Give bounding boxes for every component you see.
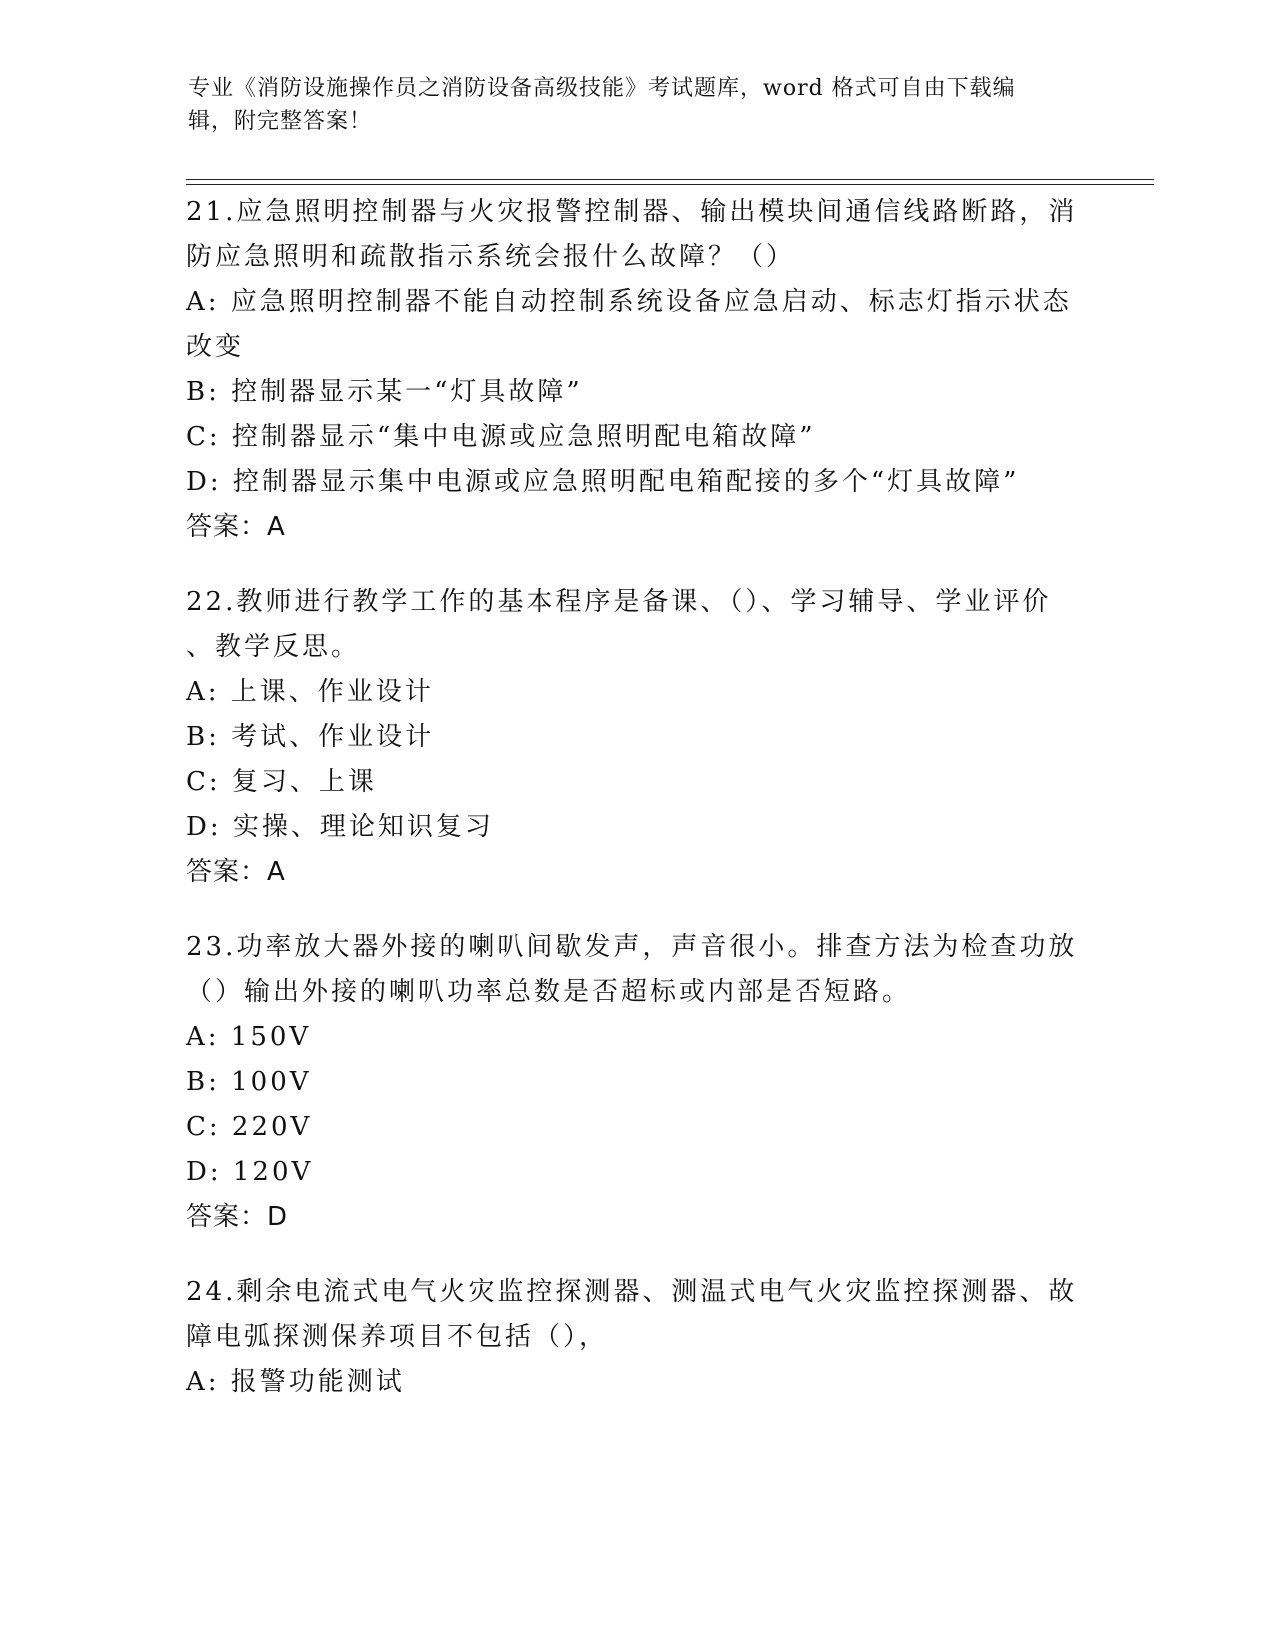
- header-divider-top: [186, 179, 1154, 180]
- answer-label: 答案：D: [186, 1202, 289, 1232]
- option-a: A: 应急照明控制器不能自动控制系统设备应急启动、标志灯指示状态: [186, 287, 1072, 317]
- question-stem-line: 23.功率放大器外接的喇叭间歇发声，声音很小。排查方法为检查功放: [186, 932, 1078, 962]
- option-d: D: 控制器显示集中电源或应急照明配电箱配接的多个“灯具故障”: [186, 467, 1020, 497]
- option-c: C: 复习、上课: [186, 767, 377, 797]
- option-b: B: 考试、作业设计: [186, 722, 435, 752]
- question-stem-line: 24.剩余电流式电气火灾监控探测器、测温式电气火灾监控探测器、故: [186, 1277, 1078, 1307]
- option-a-continued: 改变: [186, 332, 245, 362]
- question-stem-line: 防应急照明和疏散指示系统会报什么故障？（）: [186, 242, 796, 272]
- question-stem-line: （）输出外接的喇叭功率总数是否超标或内部是否短路。: [186, 977, 912, 1007]
- document-header: [188, 72, 1068, 138]
- option-a: A: 150V: [186, 1022, 312, 1052]
- question-stem-line: 、教学反思。: [186, 632, 361, 662]
- header-divider-bottom: [186, 184, 1154, 185]
- question-22: [186, 580, 1086, 895]
- question-24: [186, 1270, 1086, 1405]
- option-a: A: 报警功能测试: [186, 1367, 405, 1397]
- answer-label: 答案：A: [186, 857, 286, 887]
- question-23: [186, 925, 1086, 1240]
- option-d: D: 120V: [186, 1157, 314, 1187]
- question-21: [186, 190, 1086, 550]
- header-line-1: 专业《消防设施操作员之消防设备高级技能》考试题库，word 格式可自由下载编: [188, 76, 1016, 101]
- header-line-2: 辑，附完整答案！: [188, 109, 373, 134]
- option-b: B: 控制器显示某一“灯具故障”: [186, 377, 583, 407]
- option-b: B: 100V: [186, 1067, 312, 1097]
- question-stem-line: 21.应急照明控制器与火灾报警控制器、输出模块间通信线路断路，消: [186, 197, 1078, 227]
- option-c: C: 220V: [186, 1112, 313, 1142]
- question-stem-line: 障电弧探测保养项目不包括（），: [186, 1322, 609, 1352]
- answer-label: 答案：A: [186, 512, 286, 542]
- option-c: C: 控制器显示“集中电源或应急照明配电箱故障”: [186, 422, 816, 452]
- option-d: D: 实操、理论知识复习: [186, 812, 494, 842]
- question-stem-line: 22.教师进行教学工作的基本程序是备课、（）、学习辅导、学业评价: [186, 587, 1052, 617]
- option-a: A: 上课、作业设计: [186, 677, 434, 707]
- question-list: [186, 190, 1086, 1435]
